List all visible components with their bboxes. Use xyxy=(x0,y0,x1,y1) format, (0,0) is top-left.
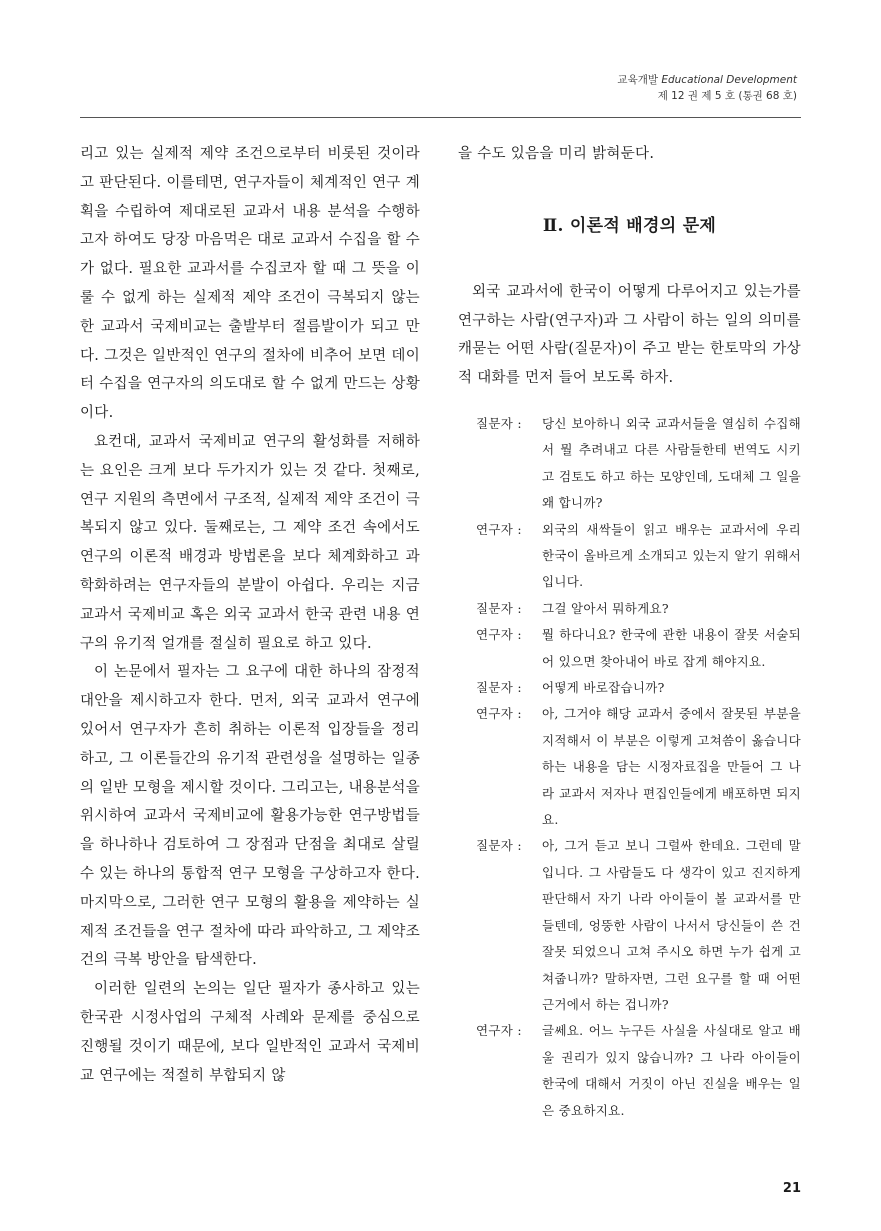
speaker-label: 연구자 : xyxy=(476,521,522,537)
journal-title-ko: 교육개발 xyxy=(617,74,658,86)
dialogue-turn xyxy=(476,622,801,675)
speaker-label: 연구자 : xyxy=(476,706,522,722)
running-header xyxy=(617,72,797,104)
utterance: 당신 보아하니 외국 교과서들을 열심히 수집해서 뭘 추려내고 다른 사람들한테 번역도 시키고 검토도 하고 하는 모양인데, 도대체 그 일을 왜 합니까? xyxy=(542,415,801,511)
header-rule xyxy=(80,117,801,118)
paragraph: 리고 있는 실제적 제약 조건으로부터 비롯된 것이라고 판단된다. 이를테면, 연구자들이 체계적인 연구 계획을 수립하여 제대로된 교과서 내용 분석을 수행하고자 하여도 당장 마음먹은 대로 교과서 수집을 할 수가 없다. 필요한 교과서를 수집코자 할 때 그 뜻을 이룰 수 없게 하는 실제적 제약 조건이 극복되지 않는 한 교과서 국제비교는 출발부터 절름발이가 되고 만다. 그것은 일반적인 연구의 절차에 비추어 보면 데이터 수집을 연구자의 의도대로 할 수 없게 만드는 상황이다. xyxy=(80,146,420,422)
speaker-label: 질문자 : xyxy=(476,415,522,431)
paragraph: 외국 교과서에 한국이 어떻게 다루어지고 있는가를 연구하는 사람(연구자)과 그 사람이 하는 일의 의미를 캐묻는 어떤 사람(질문자)이 주고 받는 한토막의 가상적 대화를 먼저 들어 보도록 하자. xyxy=(458,283,801,387)
speaker-label: 질문자 : xyxy=(476,838,522,854)
dialogue-turn xyxy=(476,411,801,517)
paragraph: 이 논문에서 필자는 그 요구에 대한 하나의 잠정적 대안을 제시하고자 한다. 먼저, 외국 교과서 연구에 있어서 연구자가 흔히 취하는 이론적 입장들을 정리하고, 그 이론들간의 유기적 관련성을 설명하는 일종의 일반 모형을 제시할 것이다. 그리고는, 내용분석을 위시하여 교과서 국제비교에 활용가능한 연구방법들을 하나하나 검토하여 그 장점과 단점을 최대로 살릴 수 있는 하나의 통합적 연구 모형을 구상하고자 한다. 마지막으로, 그러한 연구 모형의 활용을 제약하는 실제적 조건들을 연구 절차에 따라 파악하고, 그 제약조건의 극복 방안을 탐색한다. xyxy=(80,664,420,969)
paragraph-continuation: 을 수도 있음을 미리 밝혀둔다. xyxy=(458,146,655,162)
utterance: 뭘 하다니요? 한국에 관한 내용이 잘못 서술되어 있으면 찾아내어 바로 잡게 해야지요. xyxy=(542,627,801,669)
speaker-label: 연구자 : xyxy=(476,627,522,643)
journal-title xyxy=(617,72,797,88)
dialogue-turn xyxy=(476,596,801,622)
utterance: 그걸 알아서 뭐하게요? xyxy=(542,600,669,616)
paragraph: 요컨대, 교과서 국제비교 연구의 활성화를 저해하는 요인은 크게 보다 두가지가 있는 것 같다. 첫째로, 연구 지원의 측면에서 구조적, 실제적 제약 조건이 극복되지 않고 있다. 둘째로는, 그 제약 조건 속에서도 연구의 이론적 배경과 방법론을 보다 체계화하고 과학화하려는 연구자들의 분발이 아쉽다. 우리는 지금 교과서 국제비교 혹은 외국 교과서 한국 관련 내용 연구의 유기적 얼개를 절실히 필요로 하고 있다. xyxy=(80,433,420,652)
dialogue-turn xyxy=(476,675,801,701)
speaker-label: 연구자 : xyxy=(476,1023,522,1039)
left-column xyxy=(80,140,420,1090)
right-column xyxy=(458,140,801,1124)
journal-title-en: Educational Development xyxy=(661,74,797,86)
dialogue-block xyxy=(458,411,801,1124)
speaker-label: 질문자 : xyxy=(476,680,522,696)
page-number: 21 xyxy=(782,1181,801,1196)
dialogue-turn xyxy=(476,701,801,833)
utterance: 외국의 새싹들이 읽고 배우는 교과서에 우리 한국이 올바르게 소개되고 있는지 알기 위해서 입니다. xyxy=(542,521,801,590)
utterance: 아, 그거 듣고 보니 그럴싸 한데요. 그런데 말입니다. 그 사람들도 다 생각이 있고 진지하게 판단해서 자기 나라 아이들이 볼 교과서를 만들텐데, 엉뚱한 사람이 나서서 당신들이 쓴 건 잘못 되었으니 고쳐 주시오 하면 누가 쉽게 고쳐줍니까? 말하자면, 그런 요구를 할 때 어떤 근거에서 하는 겁니까? xyxy=(542,838,801,1012)
utterance: 어떻게 바로잡습니까? xyxy=(542,680,665,696)
section-heading: Ⅱ. 이론적 배경의 문제 xyxy=(542,215,717,236)
dialogue-turn xyxy=(476,833,801,1018)
utterance: 글쎄요. 어느 누구든 사실을 사실대로 알고 배울 권리가 있지 않습니까? 그 나라 아이들이 한국에 대해서 거짓이 아닌 진실을 배우는 일은 중요하지요. xyxy=(542,1023,801,1118)
speaker-label: 질문자 : xyxy=(476,600,522,616)
utterance: 아, 그거야 해당 교과서 중에서 잘못된 부분을 지적해서 이 부분은 이렇게 고쳐씀이 옳습니다 하는 내용을 담는 시정자료집을 만들어 그 나라 교과서 저자나 편집인들에게 배포하면 되지요. xyxy=(542,706,801,828)
dialogue-turn xyxy=(476,517,801,596)
paragraph: 이러한 일련의 논의는 일단 필자가 종사하고 있는 한국관 시정사업의 구체적 사례와 문제를 중심으로 진행될 것이기 때문에, 보다 일반적인 교과서 국제비교 연구에는 적절히 부합되지 않 xyxy=(80,981,420,1084)
dialogue-turn xyxy=(476,1018,801,1124)
issue-info: 제 12 권 제 5 호 (통권 68 호) xyxy=(657,90,797,102)
